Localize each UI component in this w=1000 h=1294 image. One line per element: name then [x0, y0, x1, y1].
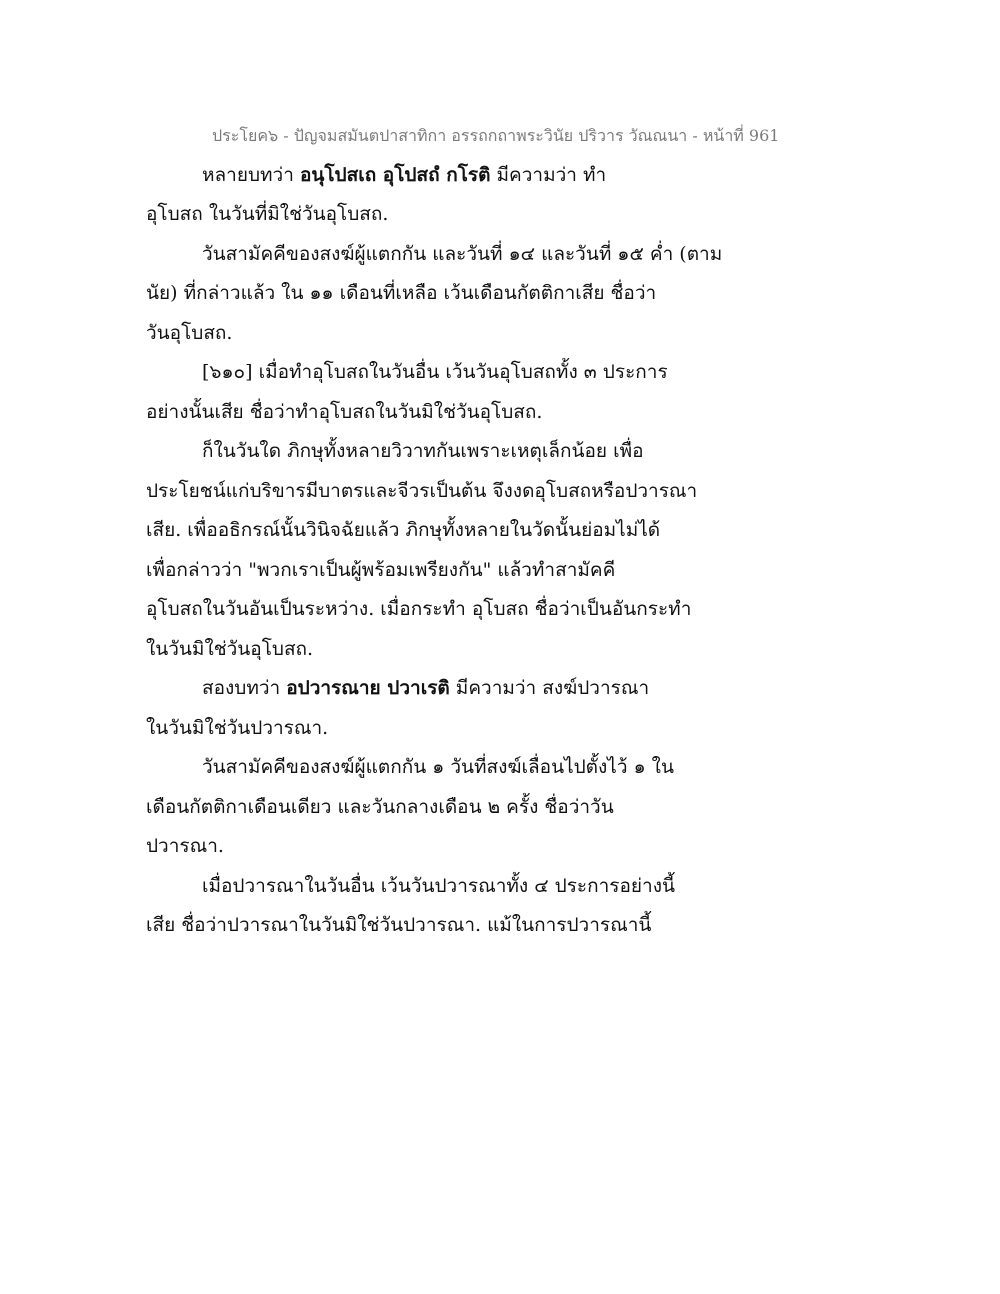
- p5-pre: สองบทว่า: [202, 677, 287, 699]
- paragraph-1-line-2: อุโบสถ ในวันที่มิใช่วันอุโบสถ.: [146, 203, 389, 225]
- p1-bold-term: อนุโปสเถ อุโปสถํ กโรติ: [299, 164, 491, 186]
- paragraph-4-line-1: ก็ในวันใด ภิกษุทั้งหลายวิวาทกันเพราะเหตุเล็กน้อย เพื่อ: [202, 440, 644, 462]
- paragraph-2-line-1: วันสามัคคีของสงฆ์ผู้แตกกัน และวันที่ ๑๔ และวันที่ ๑๕ ค่ำ (ตาม: [202, 243, 723, 265]
- paragraph-3-line-2: อย่างนั้นเสีย ชื่อว่าทำอุโบสถในวันมิใช่วันอุโบสถ.: [146, 401, 543, 423]
- paragraph-5-line-1: [202, 673, 812, 703]
- paragraph-6-line-3: ปวารณา.: [146, 835, 224, 857]
- paragraph-6-line-1: วันสามัคคีของสงฆ์ผู้แตกกัน ๑ วันที่สงฆ์เลื่อนไปตั้งไว้ ๑ ใน: [202, 756, 674, 778]
- p5-post: มีความว่า สงฆ์ปวารณา: [449, 677, 650, 699]
- paragraph-7-line-2: เสีย ชื่อว่าปวารณาในวันมิใช่วันปวารณา. แม้ในการปวารณานี้: [146, 914, 652, 936]
- p5-bold-term: อปวารณาย ปวาเรติ: [286, 677, 450, 699]
- p1-pre: หลายบทว่า: [202, 164, 300, 186]
- paragraph-4-line-3: เสีย. เพื่ออธิกรณ์นั้นวินิจฉัยแล้ว ภิกษุทั้งหลายในวัดนั้นย่อมไม่ได้: [146, 519, 661, 541]
- paragraph-2-line-3: วันอุโบสถ.: [146, 322, 233, 344]
- p1-post: มีความว่า ทำ: [490, 164, 607, 186]
- paragraph-7-line-1: เมื่อปวารณาในวันอื่น เว้นวันปวารณาทั้ง ๔ ประการอย่างนี้: [202, 875, 675, 897]
- paragraph-4-line-2: ประโยชน์แก่บริขารมีบาตรและจีวรเป็นต้น จึงงดอุโบสถหรือปวารณา: [146, 480, 698, 502]
- paragraph-6-line-2: เดือนกัตติกาเดือนเดียว และวันกลางเดือน ๒ ครั้ง ชื่อว่าวัน: [146, 796, 614, 818]
- paragraph-4-line-4: เพื่อกล่าวว่า "พวกเราเป็นผู้พร้อมเพรียงกัน" แล้วทำสามัคคี: [146, 559, 616, 581]
- paragraph-4-line-6: ในวันมิใช่วันอุโบสถ.: [146, 638, 314, 660]
- paragraph-4-line-5: อุโบสถในวันอันเป็นระหว่าง. เมื่อกระทำ อุโบสถ ชื่อว่าเป็นอันกระทำ: [146, 598, 692, 620]
- paragraph-5-line-2: ในวันมิใช่วันปวารณา.: [146, 717, 329, 739]
- page-header: ประโยค๖ - ปัญจมสมันตปาสาทิกา อรรถกถาพระวินัย ปริวาร วัณณนา - หน้าที่ 961: [212, 126, 780, 145]
- paragraph-2-line-2: นัย) ที่กล่าวแล้ว ใน ๑๑ เดือนที่เหลือ เว้นเดือนกัตติกาเสีย ชื่อว่า: [146, 282, 657, 304]
- paragraph-3-line-1: [๖๑๐] เมื่อทำอุโบสถในวันอื่น เว้นวันอุโบสถทั้ง ๓ ประการ: [202, 361, 668, 383]
- paragraph-1-line-1: [202, 160, 812, 190]
